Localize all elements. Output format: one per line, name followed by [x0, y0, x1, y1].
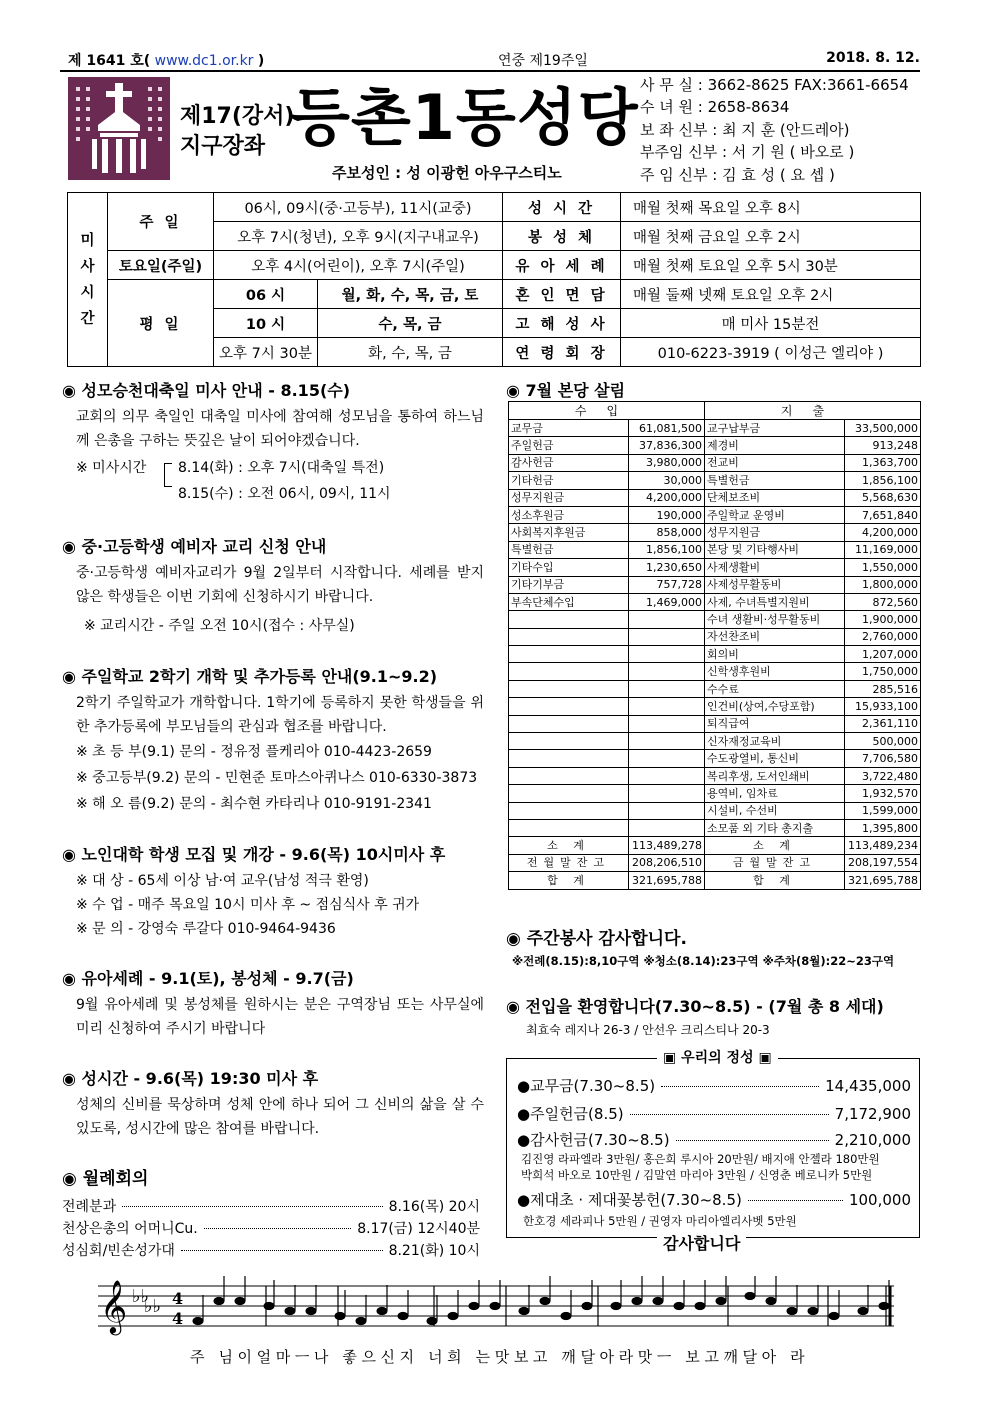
- finance-row: [509, 611, 921, 628]
- income-header: 수입: [509, 402, 705, 420]
- finance-row: [509, 802, 921, 819]
- notice-note: ※ 초 등 부(9.1) 문의 - 정유정 플케리아 010-4423-2659: [76, 744, 432, 760]
- notice-sunday-school: [62, 664, 484, 817]
- note-head: [356, 1317, 366, 1324]
- ex-amt: 2,361,110: [845, 715, 921, 732]
- finance-title: ◉ 7월 본당 살림: [506, 381, 626, 400]
- in-name: 성무지원금: [509, 489, 629, 506]
- note-head: [787, 1307, 797, 1314]
- notice-title: ◉ 노인대학 학생 모집 및 개강 - 9.6(목) 10시미사 후: [62, 845, 446, 864]
- note-head: [858, 1307, 868, 1314]
- table-row: [68, 251, 921, 280]
- in-amt: [629, 750, 705, 767]
- table-row: [509, 402, 921, 420]
- in-name: [509, 785, 629, 802]
- in-amt: [629, 680, 705, 697]
- donation-row: ●제대초 · 제대꽃봉헌(7.30~8.5) 100,000: [517, 1191, 911, 1209]
- in-amt: 3,980,000: [629, 454, 705, 471]
- finance-row: [509, 750, 921, 767]
- notice-title: ◉ 성모승천대축일 미사 안내 - 8.15(수): [62, 381, 351, 400]
- other-value: 매월 둘째 넷째 토요일 오후 2시: [621, 280, 921, 309]
- in-name: 소 계: [509, 837, 629, 854]
- ex-amt: 2,760,000: [845, 628, 921, 645]
- meeting-row: 성심회/빈손성가대 8.21(화) 10시: [62, 1243, 480, 1259]
- in-amt: 37,836,300: [629, 437, 705, 454]
- finance-total-row: [509, 872, 921, 889]
- notice-title: ◉ 유아세례 - 9.1(토), 봉성체 - 9.7(금): [62, 969, 354, 988]
- in-name: [509, 646, 629, 663]
- issue-number: 제 1641 호( www.dc1.or.kr ): [68, 53, 265, 69]
- in-name: 교무금: [509, 420, 629, 437]
- in-amt: 1,469,000: [629, 593, 705, 610]
- finance-row: [509, 715, 921, 732]
- ex-name: 사제성무활동비: [705, 576, 845, 593]
- ex-name: 교구납부금: [705, 420, 845, 437]
- in-amt: 321,695,788: [629, 872, 705, 889]
- in-amt: [629, 802, 705, 819]
- donor-names: 김진영 라파엘라 3만원/ 홍은희 루시아 20만원/ 배지애 안젤라 180만원: [521, 1152, 880, 1166]
- weekday-days: 수, 목, 금: [318, 309, 503, 338]
- in-name: [509, 767, 629, 784]
- in-name: 기타수입: [509, 559, 629, 576]
- notice-catechism: [62, 534, 484, 639]
- note-head: [745, 1292, 755, 1299]
- in-amt: 858,000: [629, 524, 705, 541]
- donor-names: 한호경 세라피나 5만원 / 권영자 마리아엘리사벳 5만원: [523, 1214, 797, 1228]
- in-name: 주일헌금: [509, 437, 629, 454]
- ex-amt: 1,395,800: [845, 819, 921, 836]
- issue-header-bar: [60, 50, 920, 72]
- ex-name: 본당 및 기타행사비: [705, 541, 845, 558]
- in-amt: [629, 715, 705, 732]
- volunteer-section: [506, 924, 922, 969]
- finance-row: [509, 785, 921, 802]
- in-amt: 190,000: [629, 506, 705, 523]
- note-head: [519, 1307, 529, 1314]
- donation-box: [506, 1050, 920, 1253]
- finance-row: [509, 680, 921, 697]
- in-name: 특별헌금: [509, 541, 629, 558]
- note-head: [235, 1297, 245, 1304]
- note-head: [716, 1297, 726, 1304]
- table-row: [68, 280, 921, 309]
- ex-name: 복리후생, 도서인쇄비: [705, 767, 845, 784]
- in-amt: 757,728: [629, 576, 705, 593]
- in-amt: [629, 767, 705, 784]
- welcome-title: ◉ 전입을 환영합니다(7.30~8.5) - (7월 총 8 세대): [506, 997, 884, 1016]
- finance-total-row: [509, 854, 921, 871]
- flat-icon: ♭♭: [144, 1296, 161, 1317]
- other-label: 연 령 회 장: [503, 338, 621, 367]
- other-label: 성 시 간: [503, 193, 621, 222]
- donation-title: ▣ 우리의 정성 ▣: [657, 1047, 778, 1067]
- ex-name: 회의비: [705, 646, 845, 663]
- in-amt: 113,489,278: [629, 837, 705, 854]
- donor-names: 박희석 바오로 10만원 / 김말연 마리아 3만원 / 신영춘 베로니카 5만원: [521, 1168, 873, 1182]
- finance-row: [509, 698, 921, 715]
- notice-body: 중·고등학생 예비자교리가 9월 2일부터 시작합니다. 세례를 받지 않은 학생들은 이번 기회에 신청하시기 바랍니다.: [76, 565, 484, 605]
- finance-row: [509, 767, 921, 784]
- note-head: [490, 1302, 500, 1309]
- in-amt: 4,200,000: [629, 489, 705, 506]
- in-name: [509, 715, 629, 732]
- finance-row: [509, 454, 921, 471]
- ex-name: 수도광열비, 통신비: [705, 750, 845, 767]
- ex-name: 인건비(상여,수당포함): [705, 698, 845, 715]
- district-label: 제17(강서) 지구장좌: [180, 104, 295, 159]
- ex-amt: 1,900,000: [845, 611, 921, 628]
- ex-name: 수수료: [705, 680, 845, 697]
- in-name: [509, 680, 629, 697]
- ex-name: 퇴직급여: [705, 715, 845, 732]
- in-name: 성소후원금: [509, 506, 629, 523]
- patron-saint: 주보성인 : 성 이광헌 아우구스티노: [332, 164, 562, 182]
- ex-name: 사제, 수녀특별지원비: [705, 593, 845, 610]
- saturday-label: 토요일(주일): [108, 251, 214, 280]
- ex-amt: 872,560: [845, 593, 921, 610]
- ex-name: 단체보조비: [705, 489, 845, 506]
- table-row: [68, 193, 921, 222]
- finance-row: [509, 420, 921, 437]
- notice-body: 2학기 주일학교가 개학합니다. 1학기에 등록하지 못한 학생들을 위한 추가등록에 부모님들의 관심과 협조를 바랍니다.: [76, 695, 484, 735]
- in-amt: [629, 733, 705, 750]
- other-value: 매 미사 15분전: [621, 309, 921, 338]
- in-name: [509, 750, 629, 767]
- note-head: [653, 1297, 663, 1304]
- note-head: [611, 1302, 621, 1309]
- sunday-times-2: 오후 7시(청년), 오후 9시(지구내교우): [214, 222, 503, 251]
- ex-amt: 15,933,100: [845, 698, 921, 715]
- note-head: [427, 1317, 437, 1324]
- contact-list: [640, 74, 909, 186]
- other-value: 010-6223-3919 ( 이성근 엘리야 ): [621, 338, 921, 367]
- ex-name: 제경비: [705, 437, 845, 454]
- note-head: [561, 1312, 571, 1319]
- note-head: [582, 1302, 592, 1309]
- notice-title: ◉ 월례회의: [62, 1169, 149, 1189]
- in-amt: 1,856,100: [629, 541, 705, 558]
- ex-amt: 11,169,000: [845, 541, 921, 558]
- donation-row: ●주일헌금(8.5) 7,172,900: [517, 1105, 911, 1123]
- note-head: [214, 1297, 224, 1304]
- finance-row: [509, 559, 921, 576]
- weekday-time: 10 시: [214, 309, 318, 338]
- note-head: [469, 1302, 479, 1309]
- ex-amt: 1,550,000: [845, 559, 921, 576]
- in-name: 감사헌금: [509, 454, 629, 471]
- ex-name: 용역비, 임차료: [705, 785, 845, 802]
- in-name: 기타헌금: [509, 472, 629, 489]
- notice-note: ※ 교리시간 - 주일 오전 10시(접수 : 사무실): [84, 618, 355, 634]
- ex-amt: 1,856,100: [845, 472, 921, 489]
- ex-amt: 33,500,000: [845, 420, 921, 437]
- in-amt: [629, 646, 705, 663]
- notice-title: ◉ 중·고등학생 예비자 교리 신청 안내: [62, 537, 327, 556]
- ex-amt: 1,800,000: [845, 576, 921, 593]
- finance-row: [509, 646, 921, 663]
- notice-body: 성체의 신비를 묵상하며 성체 안에 하나 되어 그 신비의 삶을 살 수 있도록, 성시간에 많은 참여를 바랍니다.: [76, 1097, 484, 1137]
- finance-row: [509, 541, 921, 558]
- flat-icon: ♭♭: [132, 1286, 149, 1307]
- in-name: 사회복지후원금: [509, 524, 629, 541]
- note-head: [632, 1297, 642, 1304]
- finance-row: [509, 593, 921, 610]
- ex-amt: 5,568,630: [845, 489, 921, 506]
- notice-body: 9월 유아세례 및 봉성체를 원하시는 분은 구역장님 또는 사무실에 미리 신청하여 주시기 바랍니다: [76, 997, 484, 1037]
- parish-name: 등촌1동성당: [290, 81, 639, 154]
- expense-header: 지출: [705, 402, 921, 420]
- time-signature: 4: [172, 1289, 184, 1308]
- music-notes: [193, 1276, 894, 1325]
- donation-row: ●교무금(7.30~8.5) 14,435,000: [517, 1077, 911, 1095]
- weekday-days: 화, 수, 목, 금: [318, 338, 503, 367]
- mass-side-label: 미 사 시 간: [68, 193, 108, 367]
- donation-row: ●감사헌금(7.30~8.5) 2,210,000: [517, 1131, 911, 1149]
- note-head: [398, 1312, 408, 1319]
- in-amt: [629, 663, 705, 680]
- note-head: [766, 1297, 776, 1304]
- finance-row: [509, 437, 921, 454]
- notice-note: ※ 수 업 - 매주 목요일 10시 미사 후 ~ 점심식사 후 귀가: [76, 897, 420, 913]
- note-head: [540, 1297, 550, 1304]
- contact-line: 부주임 신부 : 서 기 원 ( 바오로 ): [640, 143, 855, 162]
- finance-row: [509, 663, 921, 680]
- notice-meetings: [62, 1164, 484, 1193]
- finance-row: [509, 524, 921, 541]
- ex-name: 사제생활비: [705, 559, 845, 576]
- in-amt: [629, 785, 705, 802]
- finance-table: [508, 401, 921, 890]
- sunday-times-1: 06시, 09시(중·고등부), 11시(교중): [214, 193, 503, 222]
- other-value: 매월 첫째 목요일 오후 8시: [621, 193, 921, 222]
- notice-note: ※ 대 상 - 65세 이상 남·여 교우(남성 적극 환영): [76, 873, 369, 889]
- church-icon: [68, 77, 170, 180]
- ex-name: 신학생후원비: [705, 663, 845, 680]
- in-name: [509, 819, 629, 836]
- ex-name: 합 계: [705, 872, 845, 889]
- time-signature: 4: [172, 1309, 184, 1328]
- finance-row: [509, 506, 921, 523]
- note-head: [674, 1302, 684, 1309]
- ex-amt: 1,599,000: [845, 802, 921, 819]
- weekday-label: 평 일: [108, 280, 214, 367]
- ex-amt: 1,932,570: [845, 785, 921, 802]
- in-name: 부속단체수입: [509, 593, 629, 610]
- contact-line: 사 무 실 : 3662-8625 FAX:3661-6654: [640, 76, 909, 94]
- in-amt: [629, 819, 705, 836]
- mass-schedule-table: [67, 192, 921, 367]
- other-value: 매월 첫째 금요일 오후 2시: [621, 222, 921, 251]
- ex-amt: 7,706,580: [845, 750, 921, 767]
- weekday-days: 월, 화, 수, 목, 금, 토: [318, 280, 503, 309]
- note-head: [377, 1307, 387, 1314]
- in-name: 기타기부금: [509, 576, 629, 593]
- other-value: 매월 첫째 토요일 오후 5시 30분: [621, 251, 921, 280]
- ex-amt: 1,207,000: [845, 646, 921, 663]
- finance-row: [509, 576, 921, 593]
- ex-amt: 1,363,700: [845, 454, 921, 471]
- in-amt: 30,000: [629, 472, 705, 489]
- music-staff: [98, 1276, 894, 1336]
- in-name: [509, 733, 629, 750]
- contact-line: 보 좌 신부 : 최 지 훈 (안드레아): [640, 120, 850, 139]
- in-name: 합 계: [509, 872, 629, 889]
- in-name: [509, 611, 629, 628]
- saturday-times: 오후 4시(어린이), 오후 7시(주일): [214, 251, 503, 280]
- ex-amt: 500,000: [845, 733, 921, 750]
- in-amt: 61,081,500: [629, 420, 705, 437]
- in-amt: [629, 611, 705, 628]
- notice-senior-college: [62, 842, 484, 941]
- volunteer-line: ※전례(8.15):8,10구역 ※청소(8.14):23구역 ※주차(8월):22~23구역: [512, 954, 895, 968]
- ex-amt: 3,722,480: [845, 767, 921, 784]
- notice-title: ◉ 주일학교 2학기 개학 및 추가등록 안내(9.1~9.2): [62, 667, 438, 686]
- thanks-text: 감사합니다: [657, 1231, 746, 1254]
- in-name: [509, 698, 629, 715]
- note-head: [335, 1312, 345, 1319]
- note-head: [448, 1312, 458, 1319]
- notice-holy-hour: [62, 1066, 484, 1141]
- ex-name: 금월말잔고: [705, 854, 845, 871]
- note-head: [193, 1317, 203, 1324]
- notice-note: ※ 미사시간 8.14(화) : 오후 7시(대축일 특전) 8.15(수) : 오전 06시, 09시, 11시: [76, 460, 391, 502]
- sunday-label: 주 일: [108, 193, 214, 251]
- welcome-section: [506, 994, 922, 1038]
- parish-logo: [68, 77, 170, 180]
- note-head: [879, 1302, 889, 1309]
- weekday-time: 오후 7시 30분: [214, 338, 318, 367]
- finance-row: [509, 733, 921, 750]
- notice-assumption: [62, 378, 484, 502]
- contact-line: 주 임 신부 : 김 효 성 ( 요 셉 ): [640, 165, 835, 184]
- note-head: [829, 1312, 839, 1319]
- weekday-time: 06 시: [214, 280, 318, 309]
- other-label: 유 아 세 례: [503, 251, 621, 280]
- ex-amt: 321,695,788: [845, 872, 921, 889]
- ex-name: 수녀 생활비·성무활동비: [705, 611, 845, 628]
- other-label: 봉 성 체: [503, 222, 621, 251]
- finance-row: [509, 489, 921, 506]
- ex-name: 성무지원금: [705, 524, 845, 541]
- in-amt: 208,206,510: [629, 854, 705, 871]
- note-head: [695, 1302, 705, 1309]
- in-name: [509, 802, 629, 819]
- note-head: [285, 1307, 295, 1314]
- note-head: [306, 1307, 316, 1314]
- finance-row: [509, 819, 921, 836]
- notice-note: ※ 해 오 름(9.2) 문의 - 최수현 카타리나 010-9191-2341: [76, 796, 432, 812]
- welcome-line: 최효숙 레지나 26-3 / 안선우 크리스티나 20-3: [526, 1023, 770, 1037]
- notice-body: 교회의 의무 축일인 대축일 미사에 참여해 성모님을 통하여 하느님께 은총을 구하는 뜻깊은 날이 되어야겠습니다.: [76, 409, 484, 449]
- finance-row: [509, 628, 921, 645]
- ex-amt: 1,750,000: [845, 663, 921, 680]
- meeting-row: 전례분과 8.16(목) 20시: [62, 1199, 480, 1215]
- in-amt: 1,230,650: [629, 559, 705, 576]
- in-amt: [629, 628, 705, 645]
- contact-line: 수 녀 원 : 2658-8634: [640, 98, 790, 117]
- notice-note: ※ 중고등부(9.2) 문의 - 민현준 토마스아퀴나스 010-6330-3873: [76, 770, 478, 786]
- volunteer-title: ◉ 주간봉사 감사합니다.: [506, 929, 687, 949]
- notice-title: ◉ 성시간 - 9.6(목) 19:30 미사 후: [62, 1069, 319, 1088]
- notice-baptism: [62, 966, 484, 1041]
- website-link[interactable]: www.dc1.or.kr: [150, 53, 258, 69]
- ex-amt: 113,489,234: [845, 837, 921, 854]
- ex-amt: 285,516: [845, 680, 921, 697]
- ex-name: 주일학교 운영비: [705, 506, 845, 523]
- ex-name: 특별헌금: [705, 472, 845, 489]
- finance-row: [509, 472, 921, 489]
- ex-amt: 7,651,840: [845, 506, 921, 523]
- issue-date: 2018. 8. 12.: [826, 50, 920, 66]
- ex-amt: 913,248: [845, 437, 921, 454]
- ex-name: 소 계: [705, 837, 845, 854]
- meeting-row: 천상은총의 어머니Cu. 8.17(금) 12시40분: [62, 1221, 480, 1237]
- song-lyrics: 주 님이얼마ㅡ나 좋으신지 너희 는맛보고 깨달아라맛ㅡ 보고깨달아 라: [190, 1348, 810, 1366]
- ex-name: 전교비: [705, 454, 845, 471]
- treble-clef-icon: 𝄞: [100, 1279, 128, 1333]
- ex-amt: 4,200,000: [845, 524, 921, 541]
- ex-amt: 208,197,554: [845, 854, 921, 871]
- in-amt: [629, 698, 705, 715]
- in-name: [509, 628, 629, 645]
- in-name: 전월말잔고: [509, 854, 629, 871]
- other-label: 혼 인 면 담: [503, 280, 621, 309]
- liturgical-week: 연중 제19주일: [498, 53, 588, 69]
- finance-total-row: [509, 837, 921, 854]
- ex-name: 시설비, 수선비: [705, 802, 845, 819]
- in-name: [509, 663, 629, 680]
- ex-name: 자선찬조비: [705, 628, 845, 645]
- notice-note: ※ 문 의 - 강영숙 루갈다 010-9464-9436: [76, 921, 336, 937]
- other-label: 고 해 성 사: [503, 309, 621, 338]
- ex-name: 소모품 외 기타 총지출: [705, 819, 845, 836]
- ex-name: 신자재정교육비: [705, 733, 845, 750]
- note-head: [808, 1307, 818, 1314]
